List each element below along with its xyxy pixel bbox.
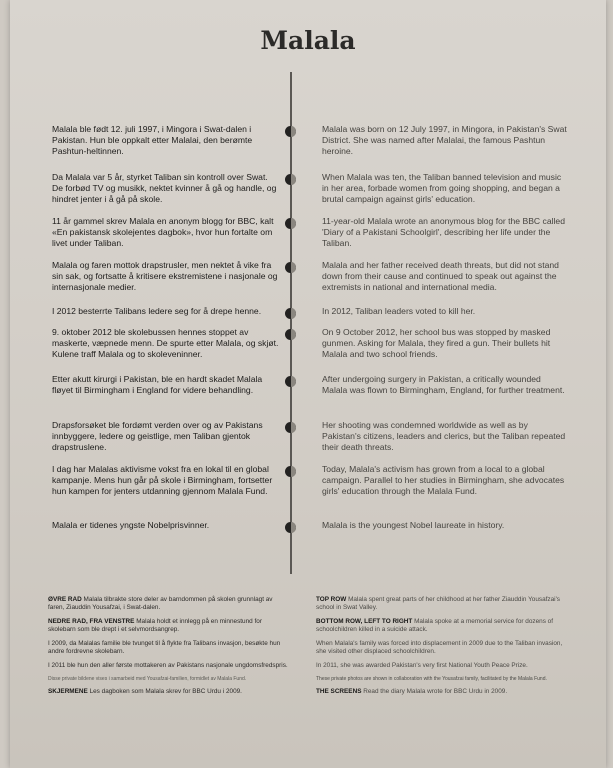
captions-norwegian <box>48 596 288 702</box>
caption-lead: THE SCREENS <box>316 688 362 695</box>
entry-text-norwegian: Malala er tidenes yngste Nobelprisvinner. <box>52 520 210 530</box>
caption <box>48 640 288 656</box>
timeline-dot-icon <box>285 422 296 433</box>
timeline-dot-icon <box>285 522 296 533</box>
caption-lead: BOTTOM ROW, LEFT TO RIGHT <box>316 618 413 625</box>
poster-title: Malala <box>260 26 356 55</box>
entry-text-norwegian: 11 år gammel skrev Malala en anonym blogg for BBC, kalt «En pakistansk skolejentes dagbok», hvor hun fortalte om livet under Taliban. <box>52 216 274 248</box>
caption-text: Malala spoke at a memorial service for dozens of schoolchildren killed in a suicide attack. <box>316 618 553 633</box>
entry-text-norwegian: Drapsforsøket ble fordømt verden over og av Pakistans innbyggere, ledere og geistlige, men Taliban gjentok drapstruslene. <box>52 420 263 452</box>
entry-text-english: Her shooting was condemned worldwide as well as by Pakistan's citizens, leaders and clerics, but the Taliban repeated their death threats. <box>322 420 566 452</box>
entry-text-norwegian: I dag har Malalas aktivisme vokst fra en lokal til en global kampanje. Mens hun går på skole i Birmingham, fortsetter hun kampen for jenters utdanning gjennom Malala Fund. <box>52 464 273 496</box>
caption-text: Malala holdt et innlegg på en minnestund for skolebarn som ble drept i et selvmordsangrep. <box>48 618 262 633</box>
captions-english <box>316 596 570 702</box>
exhibition-poster <box>10 0 606 768</box>
timeline-dot-icon <box>285 376 296 387</box>
timeline-line <box>290 72 292 574</box>
timeline-dot-icon <box>285 218 296 229</box>
entry-text-english: On 9 October 2012, her school bus was stopped by masked gunmen. Asking for Malala, they fired a gun. Their bullets hit Malala and two school friends. <box>322 327 551 359</box>
caption-text: Les dagboken som Malala skrev for BBC Urdu i 2009. <box>89 688 242 695</box>
caption-credit <box>48 676 288 682</box>
caption-text: I 2009, da Malalas familie ble tvunget til å flykte fra Talibans invasjon, besøkte hun andre fordrevne skolebarn. <box>48 640 281 655</box>
timeline-dot-icon <box>285 466 296 477</box>
entry-text-english: Malala and her father received death threats, but did not stand down from their cause and continued to speak out against the extremists in national and international media. <box>322 260 559 292</box>
caption-text: When Malala's family was forced into displacement in 2009 due to the Taliban invasion, she visited other displaced schoolchildren. <box>316 640 563 655</box>
caption-text: In 2011, she was awarded Pakistan's very first National Youth Peace Prize. <box>316 662 528 669</box>
caption-text: These private photos are shown in collaboration with the Yousafzai family, facilitated by the Malala Fund. <box>316 676 547 682</box>
entry-text-english: 11-year-old Malala wrote an anonymous blog for the BBC called 'Diary of a Pakistani Schoolgirl', describing her life under the Taliban. <box>322 216 565 248</box>
caption-lead: TOP ROW <box>316 596 347 603</box>
entry-text-norwegian: Etter akutt kirurgi i Pakistan, ble en hardt skadet Malala fløyet til Birmingham i England for videre behandling. <box>52 374 263 395</box>
caption <box>316 618 570 634</box>
caption-text: Disse private bildene vises i samarbeid med Yousafzai-familien, formidlet av Malala Fund. <box>48 676 247 682</box>
entry-text-norwegian: Malala ble født 12. juli 1997, i Mingora i Swat-dalen i Pakistan. Hun ble oppkalt etter Malalai, den berømte Pashtun-heltinnen. <box>52 124 253 156</box>
caption-text: Read the diary Malala wrote for BBC Urdu in 2009. <box>363 688 508 695</box>
caption-lead: ØVRE RAD <box>48 596 82 603</box>
caption-lead: NEDRE RAD, FRA VENSTRE <box>48 618 135 625</box>
entry-text-norwegian: Malala og faren mottok drapstrusler, men nektet å vike fra sin sak, og fortsatte å kritisere ekstremistene i nasjonale og internasjonale medier. <box>52 260 278 292</box>
caption <box>316 640 570 656</box>
caption-lead: SKJERMENE <box>48 688 88 695</box>
entry-text-english: Malala was born on 12 July 1997, in Mingora, in Pakistan's Swat District. She was named after Malalai, the famous Pashtun heroine. <box>322 124 567 156</box>
caption-text: Malala spent great parts of her childhood at her father Ziauddin Yousafzai's school in Swat Valley. <box>316 596 560 611</box>
entry-text-english: Malala is the youngest Nobel laureate in history. <box>322 520 505 530</box>
timeline-dot-icon <box>285 262 296 273</box>
entry-text-norwegian: Da Malala var 5 år, styrket Taliban sin kontroll over Swat. De forbød TV og musikk, nektet kvinner å gå og handle, og hindret jenter i å gå på skole. <box>52 172 277 204</box>
caption <box>316 688 570 696</box>
timeline-dot-icon <box>285 308 296 319</box>
timeline-dot-icon <box>285 126 296 137</box>
timeline-dot-icon <box>285 174 296 185</box>
caption <box>48 662 288 670</box>
entry-text-norwegian: 9. oktober 2012 ble skolebussen hennes stoppet av maskerte, væpnede menn. De spurte etter Malala, og skjøt. Kulene traff Malala og to skoleveninner. <box>52 327 279 359</box>
caption <box>48 618 288 634</box>
entry-text-english: Today, Malala's activism has grown from a local to a global campaign. Parallel to her studies in Birmingham, she advocates girls' education through the Malala Fund. <box>322 464 565 496</box>
caption <box>48 596 288 612</box>
caption <box>316 662 570 670</box>
entry-text-english: After undergoing surgery in Pakistan, a critically wounded Malala was flown to Birmingham, England, for further treatment. <box>322 374 565 395</box>
caption-text: I 2011 ble hun den aller første mottakeren av Pakistans nasjonale ungdomsfredspris. <box>48 662 288 669</box>
caption-credit <box>316 676 570 682</box>
entry-text-norwegian: I 2012 besterrte Talibans ledere seg for å drepe henne. <box>52 306 262 316</box>
caption <box>48 688 288 696</box>
entry-text-english: In 2012, Taliban leaders voted to kill her. <box>322 306 476 316</box>
entry-text-english: When Malala was ten, the Taliban banned television and music in her area, forbade women from going shopping, and began a brutal campaign against girls' education. <box>322 172 562 204</box>
timeline-dot-icon <box>285 329 296 340</box>
caption <box>316 596 570 612</box>
caption-text: Malala tilbrakte store deler av barndommen på skolen grunnlagt av faren, Ziauddin Yousafzai, i Swat-dalen. <box>48 596 273 611</box>
